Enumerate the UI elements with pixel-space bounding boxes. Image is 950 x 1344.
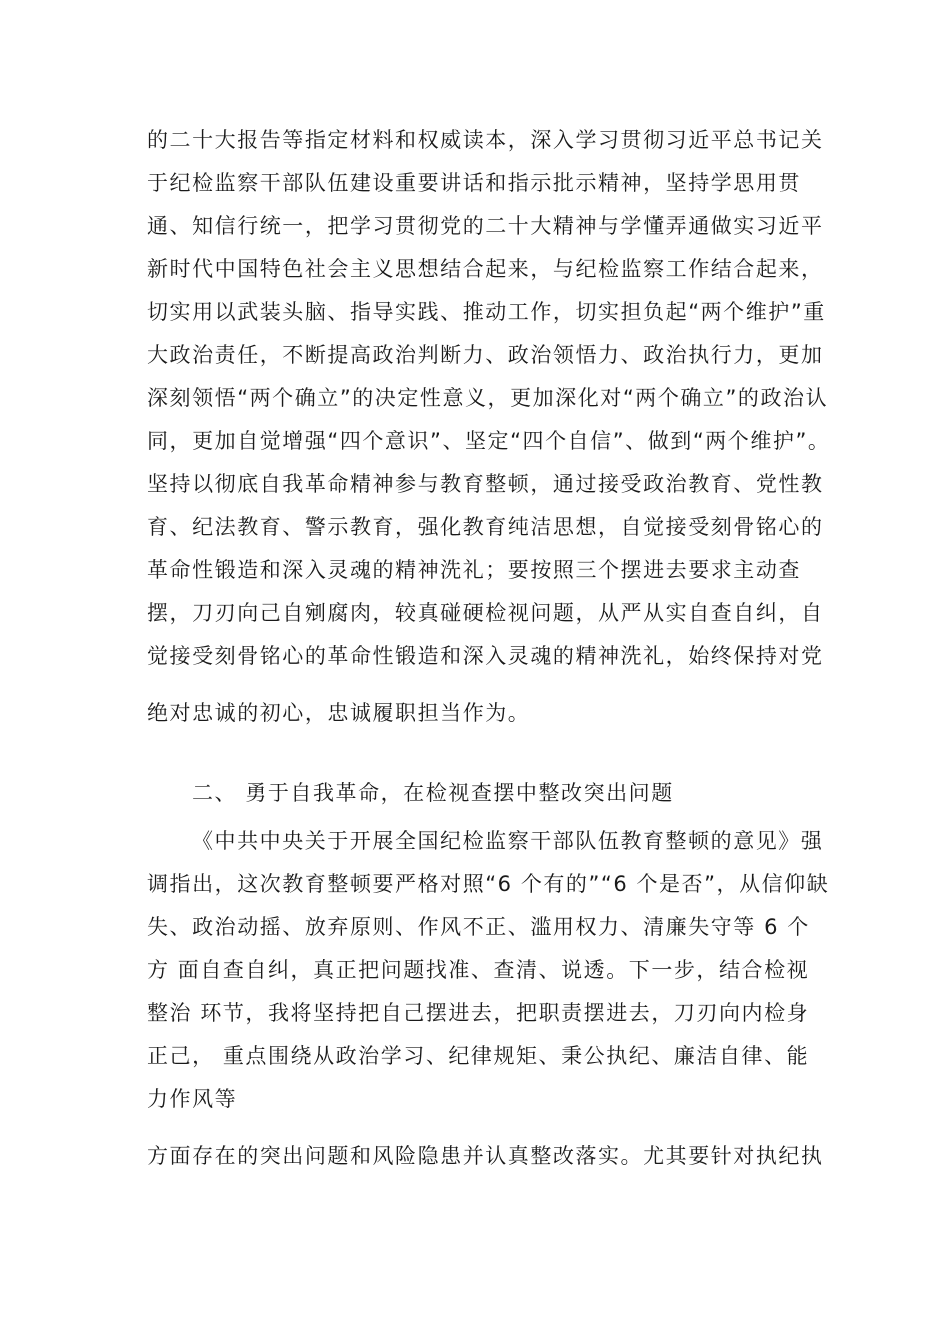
text-line: 同，更加自觉增强“四个意识”、坚定“四个自信”、做到“两个维护”。	[147, 429, 831, 453]
text-line: 通、知信行统一，把学习贯彻党的二十大精神与学懂弄通做实习近平	[147, 214, 824, 238]
text-line: 正己， 重点围绕从政治学习、纪律规矩、秉公执纪、廉洁自律、能	[147, 1044, 810, 1068]
text-line: 《中共中央关于开展全国纪检监察干部队伍教育整顿的意见》强	[192, 829, 824, 853]
text-line: 深刻领悟“两个确立”的决定性意义，更加深化对“两个确立”的政治认	[147, 386, 829, 410]
text-line: 大政治责任，不断提高政治判断力、政治领悟力、政治执行力，更加	[147, 343, 824, 367]
text-line: 绝对忠诚的初心，忠诚履职担当作为。	[147, 701, 531, 725]
text-line: 力作风等	[147, 1087, 238, 1111]
text-line: 失、政治动摇、放弃原则、作风不正、滥用权力、清廉失守等 6 个	[147, 915, 810, 939]
text-line: 切实用以武装头脑、指导实践、推动工作，切实担负起“两个维护”重	[147, 300, 826, 324]
text-line: 方 面自查自纠，真正把问题找准、查清、说透。下一步，结合检视	[147, 958, 810, 982]
text-line: 摆，刀刃向己自剜腐肉，较真碰硬检视问题，从严从实自查自纠，自	[147, 601, 824, 625]
text-line: 整治 环节，我将坚持把自己摆进去，把职责摆进去，刀刃向内检身	[147, 1001, 810, 1025]
text-line: 新时代中国特色社会主义思想结合起来，与纪检监察工作结合起来，	[147, 257, 824, 281]
text-line: 革命性锻造和深入灵魂的精神洗礼；要按照三个摆进去要求主动查	[147, 558, 801, 582]
text-line: 育、纪法教育、警示教育，强化教育纯洁思想，自觉接受刻骨铭心的	[147, 515, 824, 539]
text-line: 的二十大报告等指定材料和权威读本，深入学习贯彻习近平总书记关	[147, 128, 824, 152]
text-line: 坚持以彻底自我革命精神参与教育整顿，通过接受政治教育、党性教	[147, 472, 824, 496]
text-line: 方面存在的突出问题和风险隐患并认真整改落实。尤其要针对执纪执	[147, 1144, 824, 1168]
text-line: 觉接受刻骨铭心的革命性锻造和深入灵魂的精神洗礼，始终保持对党	[147, 644, 824, 668]
text-line: 于纪检监察干部队伍建设重要讲话和指示批示精神，坚持学思用贯	[147, 171, 801, 195]
section-heading: 二、 勇于自我革命，在检视查摆中整改突出问题	[192, 781, 674, 805]
text-line: 调指出，这次教育整顿要严格对照“6 个有的”“6 个是否”，从信仰缺	[147, 872, 830, 896]
